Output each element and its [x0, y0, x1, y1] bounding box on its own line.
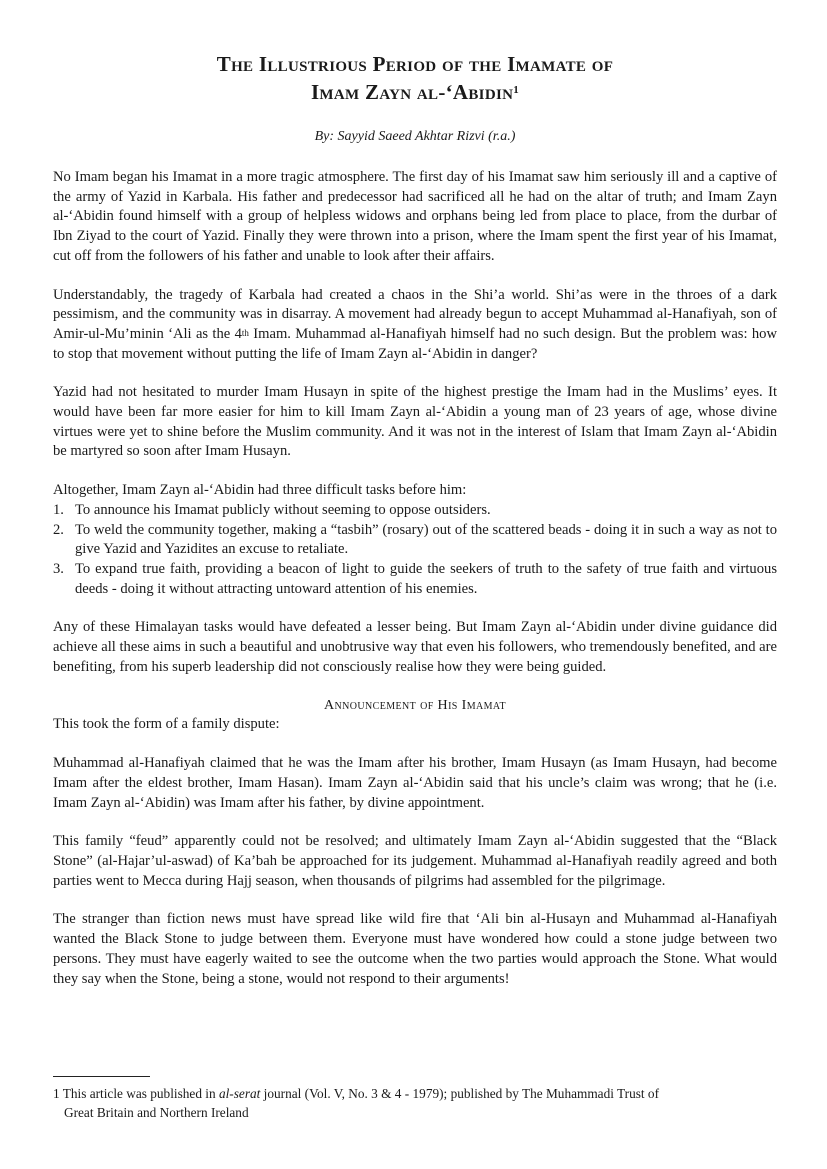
footnote-text-after: journal (Vol. V, No. 3 & 4 - 1979); published by The Muhammadi Trust of — [260, 1086, 660, 1101]
list-item — [53, 560, 777, 599]
list-item-text: To weld the community together, making a “tasbih” (rosary) out of the scattered beads - doing it in such a way as not to give Yazid and Yazidites an excuse to retaliate. — [75, 521, 777, 558]
paragraph-4: Altogether, Imam Zayn al-‘Abidin had three difficult tasks before him: — [53, 482, 467, 499]
footnote — [53, 1084, 777, 1122]
section-paragraph-4: The stranger than fiction news must have spread like wild fire that ‘Ali bin al-Husayn and Muhammad al-Hanafiyah wanted the Black Stone to judge between them. Everyone must have wondered how could a stone judge between two persons. They must have eagerly waited to see the outcome when the two parties would approach the Stone. What would they say when the Stone, being a stone, would not respond to their arguments! — [53, 911, 777, 987]
list-item-number: 1. — [53, 501, 64, 518]
paragraph-5: Any of these Himalayan tasks would have defeated a lesser being. But Imam Zayn al-‘Abidin under divine guidance did achieve all these aims in such a beautiful and unobtrusive way that even his followers, who tremendously benefited, and are benefiting, from his superb leadership did not consciously realise how they were being guided. — [53, 619, 777, 675]
list-item-number: 2. — [53, 521, 64, 538]
list-item-number: 3. — [53, 560, 64, 577]
paragraph-2-part-b: Imam. Muhammad al-Hanafiyah himself had no such design. But the problem was: how to stop that movement without putting the life of Imam Zayn al-‘Abidin in danger? — [53, 325, 778, 362]
page-title — [53, 50, 777, 106]
footnote-divider — [53, 1076, 150, 1077]
title-line-1: The Illustrious Period of the Imamate of — [216, 52, 614, 76]
footnote-line-2: Great Britain and Northern Ireland — [64, 1105, 249, 1120]
section-paragraph-1: This took the form of a family dispute: — [53, 716, 280, 733]
tasks-list — [53, 501, 777, 600]
author-byline: By: Sayyid Saeed Akhtar Rizvi (r.a.) — [314, 129, 516, 144]
section-paragraph-2: Muhammad al-Hanafiyah claimed that he was the Imam after his brother, Imam Husayn (as Imam Husayn, had become Imam after the eldest brother, Imam Hasan). Imam Zayn al-‘Abidin said that his uncle’s claim was wrong; that he (i.e. Imam Zayn al-‘Abidin) was Imam after his father, by divine appointment. — [53, 755, 777, 811]
section-paragraph-3: This family “feud” apparently could not be resolved; and ultimately Imam Zayn al-‘Abidin suggested that the “Black Stone” (al-Hajar’ul-aswad) of Ka’bah be approached for its judgement. Muhammad al-Hanafiyah readily agreed and both parties went to Mecca during Hajj season, when thousands of pilgrims had assembled for the pilgrimage. — [53, 833, 777, 889]
ordinal-suffix: th — [241, 327, 249, 338]
paragraph-3: Yazid had not hesitated to murder Imam Husayn in spite of the highest prestige the Imam had in the Muslims’ eyes. It would have been far more easier for him to kill Imam Zayn al-‘Abidin a young man of 23 years of age, whose divine virtues were yet to shine before the Muslim community. And it was not in the interest of Islam that Imam Zayn al-‘Abidin be martyred so soon after Imam Husayn. — [53, 384, 777, 460]
footnote-journal-name: al-serat — [218, 1086, 261, 1101]
list-item — [53, 521, 777, 560]
list-item — [53, 501, 777, 521]
footnote-text-before: This article was published in — [62, 1086, 219, 1101]
document-page — [53, 50, 777, 989]
paragraph-2 — [53, 286, 777, 365]
title-footnote-marker: 1 — [513, 84, 520, 96]
title-line-2: Imam Zayn al-‘Abidin — [310, 80, 514, 104]
list-item-text: To expand true faith, providing a beacon of light to guide the seekers of truth to the safety of true faith and virtuous deeds - doing it without attracting untoward attention of his enemies. — [75, 560, 777, 597]
list-item-text: To announce his Imamat publicly without seeming to oppose outsiders. — [75, 501, 491, 518]
section-heading: Announcement of His Imamat — [324, 698, 506, 714]
footnote-number: 1 — [53, 1086, 60, 1101]
paragraph-2-part-a: Understandably, the tragedy of Karbala had created a chaos in the Shi’a world. Shi’as were in the throes of a dark pessimism, and the community was in disarray. A movement had already begun to accept Muhammad al-Hanafiyah, son of Amir-ul-Mu’minin ‘Ali as the 4 — [53, 286, 777, 342]
paragraph-1: No Imam began his Imamat in a more tragic atmosphere. The first day of his Imamat saw him seriously ill and a captive of the army of Yazid in Karbala. His father and predecessor had sacrificed all he had on the altar of truth; and Imam Zayn al-‘Abidin found himself with a group of helpless widows and orphans being led from place to place, from the durbar of Ibn Ziyad to the court of Yazid. Finally they were thrown into a prison, where the Imam spent the first year of his Imamat, cut off from the followers of his father and unable to look after their affairs. — [53, 169, 777, 264]
